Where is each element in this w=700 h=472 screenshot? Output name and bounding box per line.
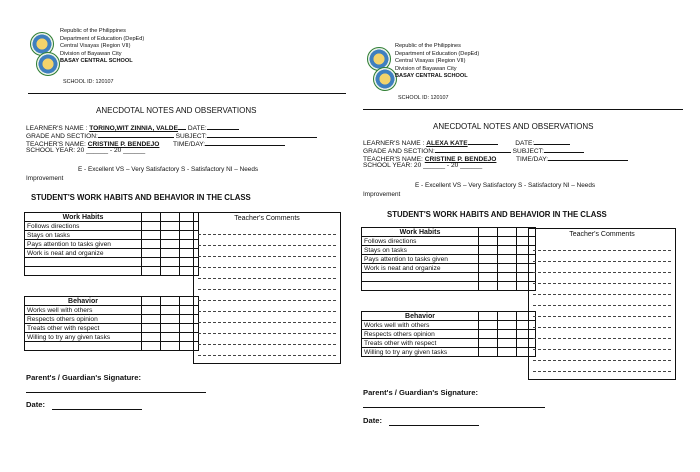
work-habit-item: Stays on tasks bbox=[25, 231, 142, 240]
behavior-item: Treats other with respect bbox=[362, 339, 479, 348]
school-seal-icon bbox=[36, 52, 60, 76]
teacher-comments-title: Teacher's Comments bbox=[234, 215, 300, 222]
rating-cell[interactable] bbox=[142, 231, 161, 240]
work-habit-item: Stays on tasks bbox=[362, 246, 479, 255]
legend-line: Improvement bbox=[26, 175, 64, 182]
subject-label: SUBJECT: bbox=[512, 148, 544, 155]
rating-legend bbox=[363, 181, 595, 199]
rating-cell[interactable] bbox=[479, 339, 498, 348]
guardian-signature-label: Parent's / Guardian's Signature: bbox=[26, 373, 142, 382]
rating-cell[interactable] bbox=[161, 324, 180, 333]
teacher-comments-box[interactable] bbox=[193, 212, 341, 364]
learner-name-value[interactable]: ALEXA KATE bbox=[426, 140, 468, 147]
work-habit-item: Follows directions bbox=[25, 222, 142, 231]
behavior-item: Treats other with respect bbox=[25, 324, 142, 333]
rating-legend bbox=[26, 165, 258, 183]
behavior-item: Respects others opinion bbox=[362, 330, 479, 339]
letterhead-line: Republic of the Philippines bbox=[395, 43, 461, 49]
subject-label: SUBJECT: bbox=[175, 133, 207, 140]
work-habit-item: Pays attention to tasks given bbox=[362, 255, 479, 264]
behavior-item: Willing to try any given tasks bbox=[362, 348, 479, 357]
learner-name-value[interactable]: TORINO,WIT ZINNIA, VALDE bbox=[89, 125, 178, 132]
letterhead bbox=[60, 28, 144, 66]
rating-cell[interactable] bbox=[142, 306, 161, 315]
letterhead-line: Republic of the Philippines bbox=[60, 28, 126, 34]
rating-cell[interactable] bbox=[161, 231, 180, 240]
rating-cell[interactable] bbox=[161, 306, 180, 315]
grade-label: GRADE AND SECTION: bbox=[363, 148, 435, 155]
rating-cell[interactable] bbox=[479, 237, 498, 246]
school-id: SCHOOL ID: 120107 bbox=[398, 95, 449, 101]
rating-cell[interactable] bbox=[161, 315, 180, 324]
guardian-signature-field[interactable] bbox=[26, 392, 206, 393]
subject-field[interactable] bbox=[207, 131, 317, 138]
work-habits-table bbox=[24, 212, 199, 276]
letterhead-line: Division of Bayawan City bbox=[395, 65, 457, 72]
date-field[interactable] bbox=[534, 138, 570, 145]
rating-cell[interactable] bbox=[498, 339, 517, 348]
school-id: SCHOOL ID: 120107 bbox=[63, 79, 114, 85]
legend-line: E - Excellent VS – Very Satisfactory S - Satisfactory NI – Needs bbox=[78, 166, 259, 173]
grade-label: GRADE AND SECTION: bbox=[26, 133, 98, 140]
timeday-label: TIME/DAY: bbox=[516, 156, 549, 163]
guardian-signature-label: Parent's / Guardian's Signature: bbox=[363, 388, 479, 397]
school-year-row: SCHOOL YEAR: 20 ______ - 20 ______ bbox=[26, 147, 146, 154]
header-rule bbox=[28, 93, 346, 94]
rating-cell[interactable] bbox=[498, 264, 517, 273]
behavior-title: Behavior bbox=[25, 297, 142, 306]
work-habit-item: Pays attention to tasks given bbox=[25, 240, 142, 249]
teacher-label: TEACHER'S NAME: bbox=[26, 141, 86, 148]
work-habit-item: Follows directions bbox=[362, 237, 479, 246]
letterhead-line: Central Visayas (Region VII) bbox=[395, 58, 466, 65]
letterhead bbox=[395, 43, 479, 81]
signature-date-label: Date: bbox=[26, 400, 45, 409]
form-title: ANECDOTAL NOTES AND OBSERVATIONS bbox=[96, 106, 257, 115]
letterhead-line: Department of Education (DepEd) bbox=[60, 35, 145, 42]
school-seal-icon bbox=[373, 67, 397, 91]
subject-field[interactable] bbox=[544, 146, 584, 153]
rating-cell[interactable] bbox=[479, 246, 498, 255]
work-habits-title: Work Habits bbox=[362, 228, 479, 237]
rating-cell[interactable] bbox=[479, 348, 498, 357]
signature-date-field[interactable] bbox=[389, 425, 479, 426]
rating-cell[interactable] bbox=[498, 246, 517, 255]
date-label: DATE: bbox=[515, 140, 535, 147]
rating-cell[interactable] bbox=[498, 237, 517, 246]
grade-field[interactable] bbox=[98, 131, 174, 138]
behavior-table bbox=[361, 311, 536, 357]
rating-cell[interactable] bbox=[498, 348, 517, 357]
teacher-label: TEACHER'S NAME: bbox=[363, 156, 423, 163]
form-title: ANECDOTAL NOTES AND OBSERVATIONS bbox=[433, 122, 594, 131]
learner-label: LEARNER'S NAME : bbox=[26, 125, 88, 132]
signature-date-field[interactable] bbox=[52, 409, 142, 410]
behavior-item: Respects others opinion bbox=[25, 315, 142, 324]
rating-cell[interactable] bbox=[142, 315, 161, 324]
rating-cell[interactable] bbox=[142, 249, 161, 258]
rating-cell[interactable] bbox=[142, 240, 161, 249]
rating-cell[interactable] bbox=[142, 222, 161, 231]
rating-cell[interactable] bbox=[479, 321, 498, 330]
grade-field[interactable] bbox=[435, 146, 511, 153]
rating-cell[interactable] bbox=[479, 330, 498, 339]
rating-cell[interactable] bbox=[498, 255, 517, 264]
date-field[interactable] bbox=[207, 123, 239, 130]
header-rule bbox=[363, 109, 683, 110]
teacher-name-value[interactable]: CRISTINE P. BENDEJO bbox=[87, 141, 160, 148]
behavior-item: Willing to try any given tasks bbox=[25, 333, 142, 342]
signature-date-label: Date: bbox=[363, 416, 382, 425]
rating-cell[interactable] bbox=[142, 324, 161, 333]
work-habit-item: Work is neat and organize bbox=[25, 249, 142, 258]
school-name: BASAY CENTRAL SCHOOL bbox=[395, 73, 468, 80]
letterhead-line: Central Visayas (Region VII) bbox=[60, 43, 131, 50]
work-habits-table bbox=[361, 227, 536, 291]
learner-label: LEARNER'S NAME : bbox=[363, 140, 425, 147]
rating-cell[interactable] bbox=[161, 222, 180, 231]
teacher-comments-box[interactable] bbox=[528, 228, 676, 380]
timeday-field[interactable] bbox=[205, 139, 285, 146]
work-habits-title: Work Habits bbox=[25, 213, 142, 222]
rating-cell[interactable] bbox=[161, 333, 180, 342]
rating-cell[interactable] bbox=[479, 255, 498, 264]
section-title: STUDENT'S WORK HABITS AND BEHAVIOR IN THE CLASS bbox=[387, 210, 607, 219]
rating-cell[interactable] bbox=[498, 321, 517, 330]
guardian-signature-field[interactable] bbox=[363, 407, 545, 408]
behavior-title: Behavior bbox=[362, 312, 479, 321]
timeday-field[interactable] bbox=[548, 154, 628, 161]
teacher-name-value[interactable]: CRISTINE P. BENDEJO bbox=[424, 156, 497, 163]
legend-line: E - Excellent VS – Very Satisfactory S - Satisfactory NI – Needs bbox=[415, 182, 596, 189]
teacher-comments-title: Teacher's Comments bbox=[569, 231, 635, 238]
anecdotal-form-left bbox=[8, 0, 338, 457]
section-title: STUDENT'S WORK HABITS AND BEHAVIOR IN THE CLASS bbox=[31, 193, 251, 202]
timeday-label: TIME/DAY: bbox=[173, 141, 206, 148]
work-habit-item: Work is neat and organize bbox=[362, 264, 479, 273]
rating-cell[interactable] bbox=[498, 330, 517, 339]
legend-line: Improvement bbox=[363, 191, 401, 198]
date-label: DATE: bbox=[187, 125, 207, 132]
letterhead-line: Division of Bayawan City bbox=[60, 50, 122, 57]
anecdotal-form-right bbox=[345, 15, 675, 472]
rating-cell[interactable] bbox=[142, 333, 161, 342]
behavior-item: Works well with others bbox=[25, 306, 142, 315]
behavior-item: Works well with others bbox=[362, 321, 479, 330]
rating-cell[interactable] bbox=[161, 249, 180, 258]
school-year-row: SCHOOL YEAR: 20 ______ - 20 ______ bbox=[363, 162, 483, 169]
letterhead-line: Department of Education (DepEd) bbox=[395, 50, 480, 57]
rating-cell[interactable] bbox=[479, 264, 498, 273]
behavior-table bbox=[24, 296, 199, 351]
school-name: BASAY CENTRAL SCHOOL bbox=[60, 58, 133, 65]
rating-cell[interactable] bbox=[161, 240, 180, 249]
